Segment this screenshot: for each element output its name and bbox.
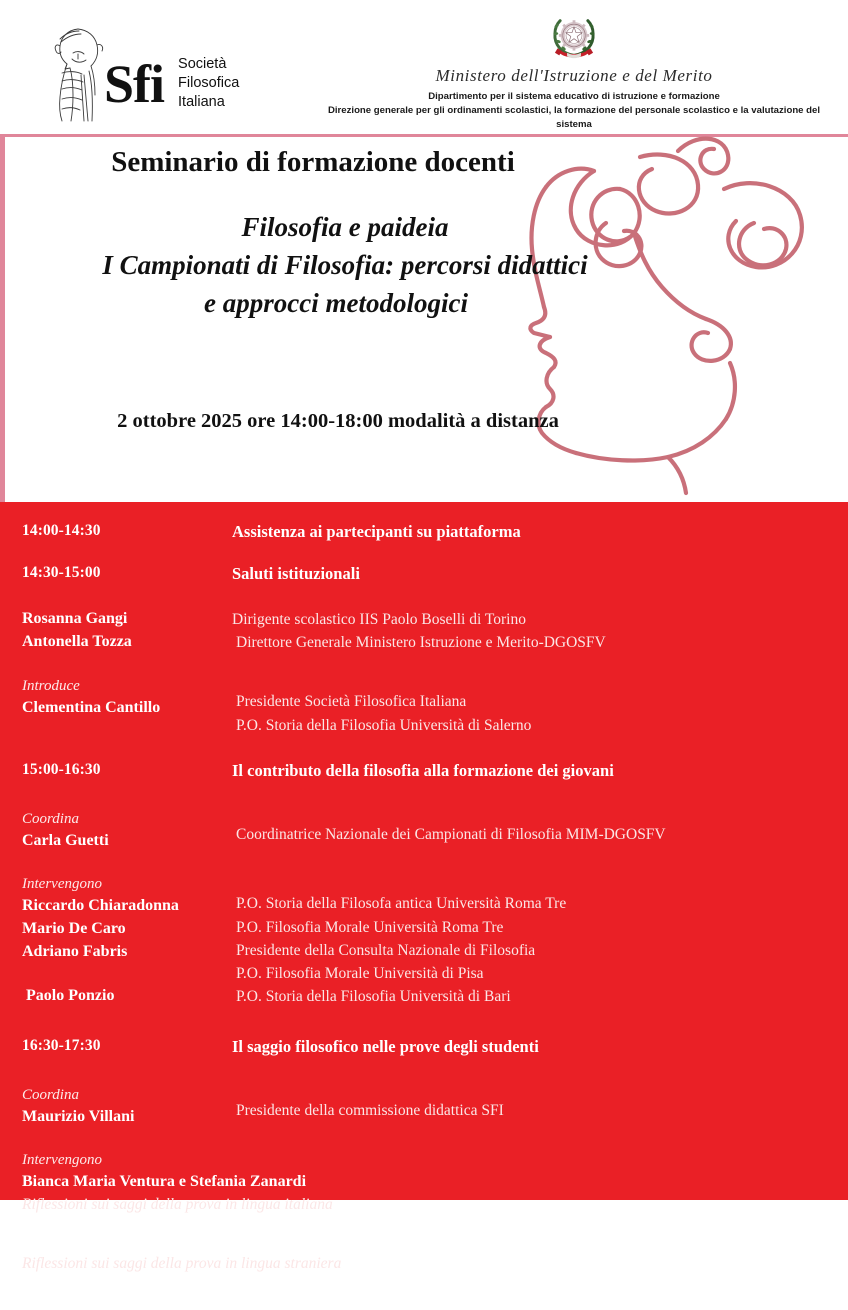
left-accent-stripe: [0, 137, 5, 502]
person-name: Clementina Cantillo: [22, 699, 161, 717]
session-title: Assistenza ai partecipanti su piattaforma: [232, 522, 521, 541]
sfi-wordmark: [178, 55, 239, 112]
event-date-time: 2 ottobre 2025 ore 14:00-18:00 modalità a distanza: [117, 409, 559, 432]
subtitle-line-1: Filosofia e paideia: [241, 211, 449, 242]
talk-title: Riflessioni sui saggi della prova in lingua italiana: [22, 1196, 333, 1214]
session-title: Intervento dei partecipanti e chiusura dei lavori: [232, 1287, 570, 1307]
person-affiliation: P.O. Storia della Filosofia Università di Bari: [236, 988, 511, 1006]
program-row-gangi: [0, 608, 848, 631]
session-title: Il contributo della filosofia alla formazione dei giovani: [232, 760, 614, 780]
person-affiliation: Dirigente scolastico IIS Paolo Boselli di Torino: [232, 610, 526, 628]
role-label: Coordina: [22, 810, 79, 827]
program-row-coordina-villani: [0, 1085, 848, 1129]
person-name: Ennio De Bellis e Teodosio Orlando: [22, 1232, 264, 1250]
sfi-word-societa: Società: [178, 56, 227, 73]
program-row-assistenza: [0, 520, 848, 544]
person-affiliation: P.O. Filosofia Morale Università Roma Tre: [236, 918, 504, 936]
person-affiliation-line-2: P.O. Filosofia Morale Università di Pisa: [236, 965, 484, 983]
program-row-intervengono-1: [0, 874, 848, 985]
person-name: Mario De Caro: [22, 920, 126, 938]
role-label: Coordina: [22, 1086, 79, 1103]
session-title: Il saggio filosofico nelle prove degli studenti: [232, 1036, 539, 1056]
person-name: Riccardo Chiaradonna: [22, 897, 179, 915]
time-slot: 14:00-14:30: [22, 522, 101, 539]
role-label: Intervengono: [22, 876, 102, 893]
italian-republic-emblem-icon: [548, 12, 600, 64]
program-row-ponzio: [0, 985, 848, 1008]
poster-hero: [0, 137, 848, 502]
person-affiliation: Coordinatrice Nazionale dei Campionati di Filosofia MIM-DGOSFV: [236, 825, 666, 843]
page-title: Seminario di formazione docenti: [111, 146, 515, 178]
subtitle-line-2: I Campionati di Filosofia: percorsi didattici: [102, 250, 588, 281]
program-row-tozza: [0, 631, 848, 654]
time-slot: 14:30-15:00: [22, 563, 101, 581]
program-row-contributo: [0, 759, 848, 783]
person-affiliation: Direttore Generale Ministero Istruzione e Merito-DGOSFV: [236, 634, 606, 652]
talk-title: Riflessioni sui saggi della prova in lingua straniera: [22, 1255, 342, 1273]
program-schedule: [0, 502, 848, 1307]
poster-header: [0, 0, 848, 137]
ministry-department: Dipartimento per il sistema educativo di istruzione e formazione: [428, 91, 720, 102]
sfi-monogram: Sfi: [104, 53, 165, 114]
person-affiliation-line-1: Presidente della Consulta Nazionale di Filosofia: [236, 941, 536, 959]
person-affiliation-line-2: P.O. Storia della Filosofia Università di Salerno: [236, 716, 532, 734]
person-name: Paolo Ponzio: [26, 987, 115, 1005]
person-name: Rosanna Gangi: [22, 609, 128, 627]
program-row-chiusura: [0, 1286, 848, 1310]
sfi-word-italiana: Italiana: [178, 93, 225, 110]
ministry-name: Ministero dell'Istruzione e del Merito: [435, 66, 713, 85]
time-slot: 17:30-18:00: [22, 1287, 101, 1305]
role-label: Introduce: [22, 678, 80, 695]
person-name: Maurizio Villani: [22, 1107, 135, 1125]
subtitle-line-3: e approcci metodologici: [204, 288, 468, 319]
program-row-saggio: [0, 1035, 848, 1059]
sfi-word-filosofica: Filosofica: [178, 75, 240, 92]
time-slot: 15:00-16:30: [22, 760, 101, 778]
person-affiliation-line-1: Presidente Società Filosofica Italiana: [236, 693, 467, 711]
program-row-coordina-guetti: [0, 809, 848, 853]
role-label: Intervengono: [22, 1152, 102, 1169]
person-name: Bianca Maria Ventura e Stefania Zanardi: [22, 1173, 307, 1191]
sfi-logo: [48, 20, 238, 125]
person-affiliation: Presidente della commissione didattica SFI: [236, 1101, 504, 1119]
session-title: Saluti istituzionali: [232, 563, 360, 583]
time-slot: 16:30-17:30: [22, 1036, 101, 1054]
person-name: Antonella Tozza: [22, 633, 132, 651]
person-name: Adriano Fabris: [22, 942, 128, 960]
program-row-saluti: [0, 562, 848, 586]
person-name: Carla Guetti: [22, 831, 109, 849]
program-row-intervengono-2: [0, 1150, 848, 1275]
page-subtitle: [0, 208, 848, 323]
ministry-directorate-line-1: Direzione generale per gli ordinamenti scolastici, la formazione del personale scolastico e la valutazione del sistema: [327, 104, 821, 130]
program-row-introduce: [0, 676, 848, 737]
person-affiliation: P.O. Storia della Filosofa antica Università Roma Tre: [236, 895, 567, 913]
ministry-block: [300, 12, 848, 146]
